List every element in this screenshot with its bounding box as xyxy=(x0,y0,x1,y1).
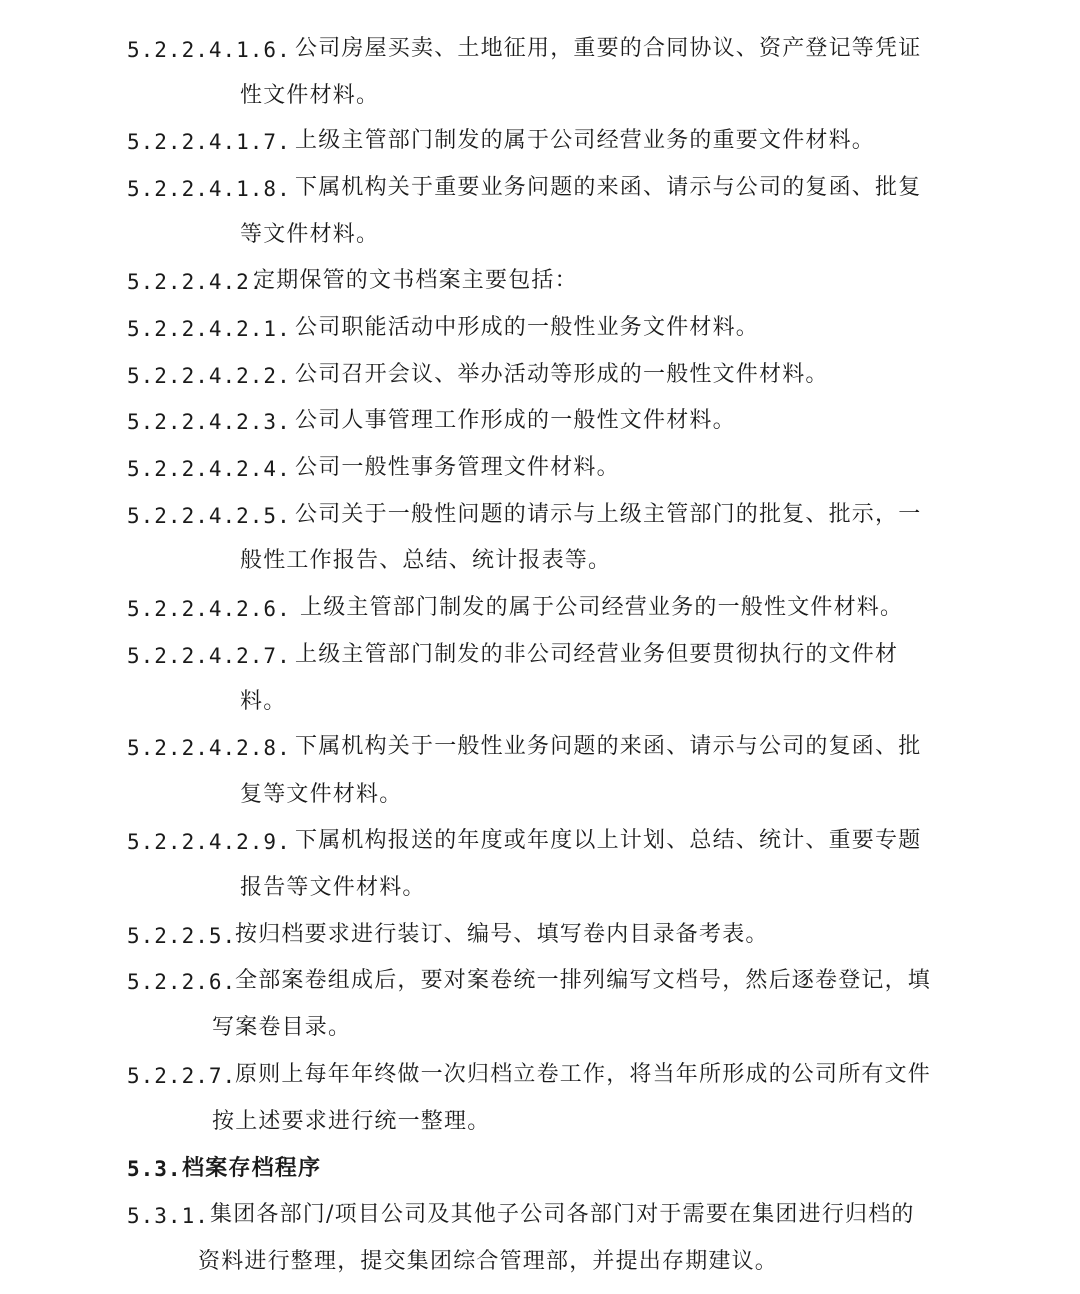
item-number: 5.2.2.4.2.7. xyxy=(127,644,291,668)
item-text-line: 上级主管部门制发的属于公司经营业务的一般性文件材料。 xyxy=(300,595,904,620)
item-text-line: 写案卷目录。 xyxy=(212,1015,352,1040)
item-text-line: 等文件材料。 xyxy=(240,222,380,247)
item-number: 5.2.2.4.1.7. xyxy=(127,130,291,154)
item-text-line: 公司关于一般性问题的请示与上级主管部门的批复、批示，一 xyxy=(295,502,922,527)
item-text-line: 料。 xyxy=(240,689,287,714)
item-text-line: 般性工作报告、总结、统计报表等。 xyxy=(240,548,612,573)
item-text-line: 下属机构关于一般性业务问题的来函、请示与公司的复函、批 xyxy=(295,734,922,759)
item-number: 5.2.2.4.2. xyxy=(127,270,264,294)
item-text-line: 公司房屋买卖、土地征用，重要的合同协议、资产登记等凭证 xyxy=(295,36,922,61)
item-number: 5.2.2.5. xyxy=(127,924,237,948)
item-number: 5.2.2.4.2.3. xyxy=(127,410,291,434)
item-text-line: 公司一般性事务管理文件材料。 xyxy=(295,455,620,480)
item-text-line: 集团各部门/项目公司及其他子公司各部门对于需要在集团进行归档的 xyxy=(210,1202,915,1227)
item-number: 5.2.2.4.2.8. xyxy=(127,736,291,760)
item-number: 5.2.2.4.2.2. xyxy=(127,364,291,388)
item-number: 5.3.1. xyxy=(127,1204,209,1228)
item-number: 5.2.2.4.2.5. xyxy=(127,504,291,528)
item-text-line: 上级主管部门制发的属于公司经营业务的重要文件材料。 xyxy=(295,128,876,153)
item-text-line: 全部案卷组成后，要对案卷统一排列编写文档号，然后逐卷登记，填 xyxy=(235,968,932,993)
item-text-line: 复等文件材料。 xyxy=(240,782,403,807)
item-text-line: 公司人事管理工作形成的一般性文件材料。 xyxy=(295,408,736,433)
item-text-line: 原则上每年年终做一次归档立卷工作，将当年所形成的公司所有文件 xyxy=(235,1062,932,1087)
item-text-line: 资料进行整理，提交集团综合管理部，并提出存期建议。 xyxy=(198,1249,779,1274)
item-text-line: 下属机构关于重要业务问题的来函、请示与公司的复函、批复 xyxy=(295,175,922,200)
item-text-line: 定期保管的文书档案主要包括： xyxy=(253,268,578,293)
item-number: 5.2.2.4.1.6. xyxy=(127,38,291,62)
item-number: 5.2.2.4.2.6. xyxy=(127,597,291,621)
item-number: 5.2.2.4.2.9. xyxy=(127,830,291,854)
item-text-line: 公司职能活动中形成的一般性业务文件材料。 xyxy=(295,315,760,340)
item-text-line: 公司召开会议、举办活动等形成的一般性文件材料。 xyxy=(295,362,829,387)
item-text-line: 下属机构报送的年度或年度以上计划、总结、统计、重要专题 xyxy=(295,828,922,853)
item-number: 5.2.2.4.2.1. xyxy=(127,317,291,341)
item-number: 5.2.2.6. xyxy=(127,970,237,994)
item-number: 5.2.2.4.1.8. xyxy=(127,177,291,201)
item-number: 5.2.2.4.2.4. xyxy=(127,457,291,481)
item-text-line: 报告等文件材料。 xyxy=(240,875,426,900)
item-text-line: 上级主管部门制发的非公司经营业务但要贯彻执行的文件材 xyxy=(295,642,899,667)
item-text-line: 按上述要求进行统一整理。 xyxy=(212,1109,491,1134)
item-number: 5.2.2.7. xyxy=(127,1064,237,1088)
item-text-line: 按归档要求进行装订、编号、填写卷内目录备考表。 xyxy=(235,922,769,947)
section-heading: 档案存档程序 xyxy=(182,1155,322,1181)
item-text-line: 性文件材料。 xyxy=(240,83,380,108)
section-number: 5.3. xyxy=(127,1157,182,1181)
